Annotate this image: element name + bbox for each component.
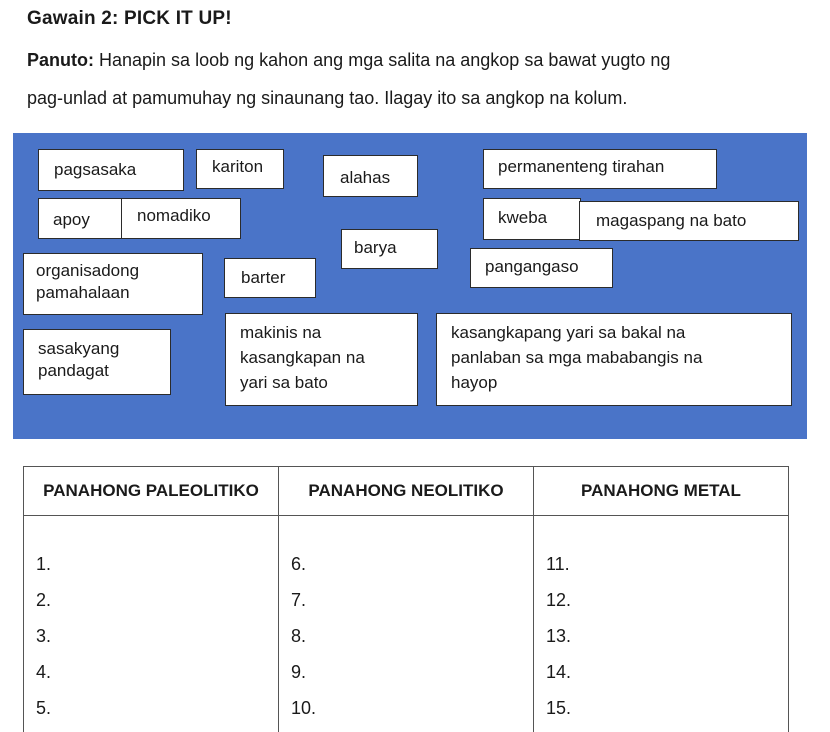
- answer-slot: 8.: [291, 618, 533, 654]
- word-card[interactable]: pangangaso: [470, 248, 613, 288]
- word-card[interactable]: kweba: [483, 198, 581, 240]
- word-card[interactable]: pagsasaka: [38, 149, 184, 191]
- word-card[interactable]: alahas: [323, 155, 418, 197]
- answer-slot: 5.: [36, 690, 278, 726]
- instructions-line-2: pag-unlad at pamumuhay ng sinaunang tao. Ilagay ito sa angkop na kolum.: [27, 88, 817, 108]
- answer-slot: 2.: [36, 582, 278, 618]
- answer-slot: 9.: [291, 654, 533, 690]
- answer-slot: 10.: [291, 690, 533, 726]
- column-header-metal: PANAHONG METAL: [534, 467, 789, 516]
- instructions-text-1: Hanapin sa loob ng kahon ang mga salita na angkop sa bawat yugto ng: [94, 50, 670, 70]
- column-paleolitiko[interactable]: [24, 516, 279, 732]
- answer-slot: 7.: [291, 582, 533, 618]
- table-body-row: [24, 516, 789, 732]
- word-card[interactable]: kariton: [196, 149, 284, 189]
- answer-slot: 14.: [546, 654, 788, 690]
- classification-table: [23, 466, 789, 732]
- word-card[interactable]: barya: [341, 229, 438, 269]
- activity-title: Gawain 2: PICK IT UP!: [27, 8, 232, 30]
- answer-slot: 12.: [546, 582, 788, 618]
- word-card[interactable]: permanenteng tirahan: [483, 149, 717, 189]
- column-header-neolitiko: PANAHONG NEOLITIKO: [279, 467, 534, 516]
- word-card[interactable]: apoy: [38, 198, 126, 239]
- answer-slot: 6.: [291, 546, 533, 582]
- word-card[interactable]: organisadong pamahalaan: [23, 253, 203, 315]
- word-card[interactable]: barter: [224, 258, 316, 298]
- column-header-paleolitiko: PANAHONG PALEOLITIKO: [24, 467, 279, 516]
- instructions-line-1: [27, 50, 817, 70]
- column-neolitiko[interactable]: [279, 516, 534, 732]
- word-card[interactable]: nomadiko: [121, 198, 241, 239]
- answer-slot: 11.: [546, 546, 788, 582]
- word-card[interactable]: kasangkapang yari sa bakal na panlaban sa mga mababangis na hayop: [436, 313, 792, 406]
- answer-slot: 4.: [36, 654, 278, 690]
- word-card[interactable]: makinis na kasangkapan na yari sa bato: [225, 313, 418, 406]
- table-header-row: [24, 467, 789, 516]
- column-metal[interactable]: [534, 516, 789, 732]
- instructions-label: Panuto:: [27, 50, 94, 70]
- answer-slot: 1.: [36, 546, 278, 582]
- answer-slot: 13.: [546, 618, 788, 654]
- word-bank-panel: [13, 133, 807, 439]
- word-card[interactable]: sasakyang pandagat: [23, 329, 171, 395]
- word-card[interactable]: magaspang na bato: [579, 201, 799, 241]
- answer-slot: 15.: [546, 690, 788, 726]
- answer-slot: 3.: [36, 618, 278, 654]
